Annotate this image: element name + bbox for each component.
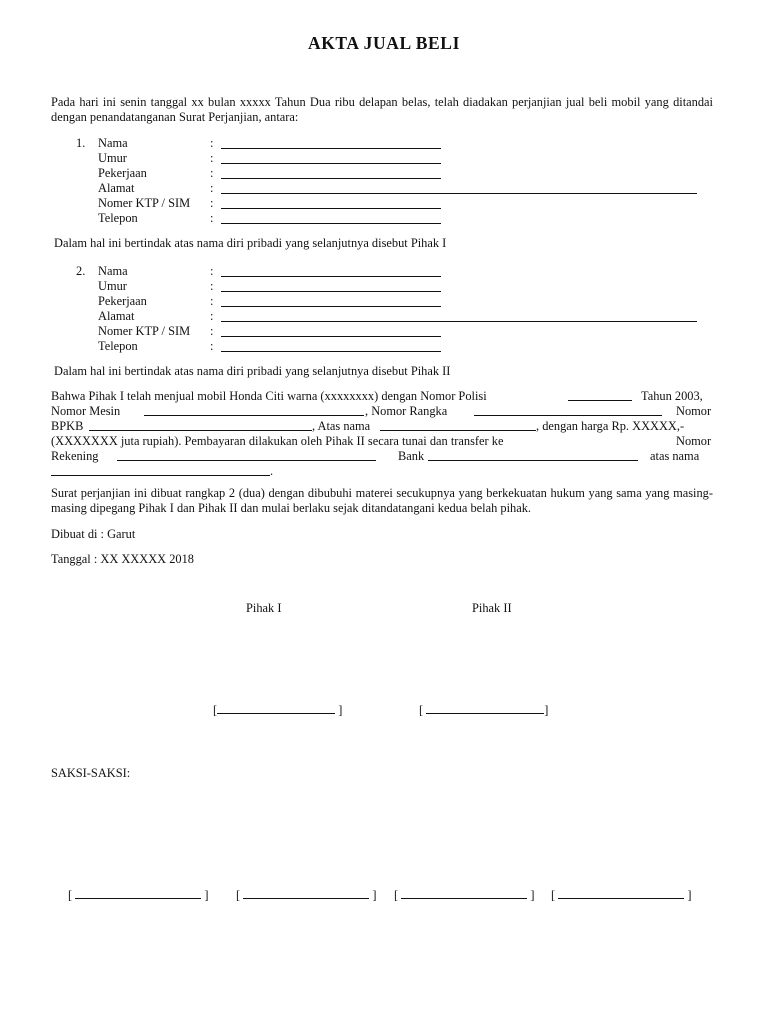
field-label: Umur <box>98 279 127 293</box>
field-label: Alamat <box>98 309 135 323</box>
fill-line[interactable] <box>221 148 441 149</box>
fill-line[interactable] <box>221 208 441 209</box>
witness-signature-box-4[interactable] <box>551 887 692 903</box>
account-holder-blank[interactable] <box>51 464 270 476</box>
field-colon: : <box>210 166 214 180</box>
engine-number-blank[interactable] <box>144 404 364 416</box>
sale-text-payment: (XXXXXXX juta rupiah). Pembayaran dilakukan oleh Pihak II secara tunai dan transfer ke <box>51 434 504 448</box>
field-label: Nomer KTP / SIM <box>98 324 191 338</box>
fill-line[interactable] <box>221 306 441 307</box>
date-line: Tanggal : XX XXXXX 2018 <box>51 552 194 566</box>
sale-text-nomor-2: Nomor <box>676 434 712 448</box>
signature-line <box>426 702 544 714</box>
sale-text-end: . <box>270 464 274 478</box>
signature-line <box>217 702 335 714</box>
field-label: Telepon <box>98 339 138 353</box>
field-label: Umur <box>98 151 127 165</box>
party-1-statement: Dalam hal ini bertindak atas nama diri pribadi yang selanjutnya disebut Pihak I <box>54 236 447 250</box>
bracket-close: ] <box>204 888 209 902</box>
sale-text-frame: , Nomor Rangka <box>365 404 448 418</box>
sale-text-atas-nama: , Atas nama <box>312 419 371 433</box>
fill-line[interactable] <box>221 163 441 164</box>
field-colon: : <box>210 279 214 293</box>
pihak-2-label: Pihak II <box>472 601 512 615</box>
bracket-open: [ <box>68 888 73 902</box>
field-label: Alamat <box>98 181 135 195</box>
fill-line[interactable] <box>221 351 441 352</box>
bracket-close: ] <box>530 888 535 902</box>
bracket-close: ] <box>544 703 549 717</box>
field-colon: : <box>210 339 214 353</box>
bracket-open: [ <box>419 703 424 717</box>
party-1-number: 1. <box>76 136 86 150</box>
bracket-close: ] <box>372 888 377 902</box>
sale-text-bank: Bank <box>398 449 425 463</box>
witnesses-label: SAKSI-SAKSI: <box>51 766 131 780</box>
party-2-statement: Dalam hal ini bertindak atas nama diri pribadi yang selanjutnya disebut Pihak II <box>54 364 451 378</box>
field-colon: : <box>210 181 214 195</box>
sale-line-1 <box>51 389 487 404</box>
field-colon: : <box>210 309 214 323</box>
signature-line <box>558 887 684 899</box>
field-colon: : <box>210 324 214 338</box>
fill-line[interactable] <box>221 291 441 292</box>
bracket-open: [ <box>394 888 399 902</box>
field-colon: : <box>210 264 214 278</box>
pihak-1-label: Pihak I <box>246 601 282 615</box>
intro-paragraph: Pada hari ini senin tanggal xx bulan xxxxx Tahun Dua ribu delapan belas, telah diadakan perjanjian jual beli mobil yang ditandai dengan penandatanganan Surat Perjanjian, antara: <box>51 95 713 124</box>
bracket-close: ] <box>687 888 692 902</box>
field-colon: : <box>210 294 214 308</box>
fill-line[interactable] <box>221 223 441 224</box>
bracket-close: ] <box>338 703 343 717</box>
field-label: Pekerjaan <box>98 166 147 180</box>
sale-text: Bahwa Pihak I telah menjual mobil Honda Citi warna (xxxxxxxx) dengan Nomor Polisi <box>51 389 487 403</box>
fill-line[interactable] <box>221 178 441 179</box>
field-label: Pekerjaan <box>98 294 147 308</box>
field-label: Telepon <box>98 211 138 225</box>
signature-line <box>243 887 369 899</box>
field-colon: : <box>210 211 214 225</box>
field-label: Nama <box>98 264 128 278</box>
account-number-blank[interactable] <box>117 449 376 461</box>
document-title: AKTA JUAL BELI <box>307 33 460 53</box>
sale-text-price: , dengan harga Rp. XXXXX,- <box>536 419 685 433</box>
bpkb-number-blank[interactable] <box>89 419 312 431</box>
field-colon: : <box>210 151 214 165</box>
witness-signature-box-1[interactable] <box>68 887 209 903</box>
sale-text-bpkb: BPKB <box>51 419 84 433</box>
fill-line[interactable] <box>221 336 441 337</box>
sale-text-rekening: Rekening <box>51 449 99 463</box>
sale-text-year: Tahun 2003, <box>641 389 703 403</box>
signature-box-pihak-2[interactable] <box>419 702 548 718</box>
fill-line[interactable] <box>221 276 441 277</box>
closing-paragraph: Surat perjanjian ini dibuat rangkap 2 (dua) dengan dibubuhi materei secukupnya yang berkekuatan hukum yang sama yang masing-masing dipegang Pihak I dan Pihak II dan mulai berlaku sejak ditandatangani kedua belah pihak. <box>51 486 713 515</box>
field-label: Nama <box>98 136 128 150</box>
sale-text-nomor: Nomor <box>676 404 712 418</box>
made-at: Dibuat di : Garut <box>51 527 136 541</box>
signature-line <box>401 887 527 899</box>
bracket-open: [ <box>551 888 556 902</box>
sale-text-engine: Nomor Mesin <box>51 404 121 418</box>
bracket-open: [ <box>213 703 218 717</box>
police-number-blank[interactable] <box>568 389 632 401</box>
field-colon: : <box>210 196 214 210</box>
fill-line[interactable] <box>221 321 697 322</box>
party-2-number: 2. <box>76 264 86 278</box>
witness-signature-box-3[interactable] <box>394 887 535 903</box>
signature-line <box>75 887 201 899</box>
field-colon: : <box>210 136 214 150</box>
bracket-open: [ <box>236 888 241 902</box>
owner-name-blank[interactable] <box>380 419 536 431</box>
sale-text-atas-nama-2: atas nama <box>650 449 700 463</box>
witness-signature-box-2[interactable] <box>236 887 377 903</box>
fill-line[interactable] <box>221 193 697 194</box>
frame-number-blank[interactable] <box>474 404 662 416</box>
field-label: Nomer KTP / SIM <box>98 196 191 210</box>
bank-name-blank[interactable] <box>428 449 638 461</box>
signature-box-pihak-1[interactable] <box>213 702 342 718</box>
